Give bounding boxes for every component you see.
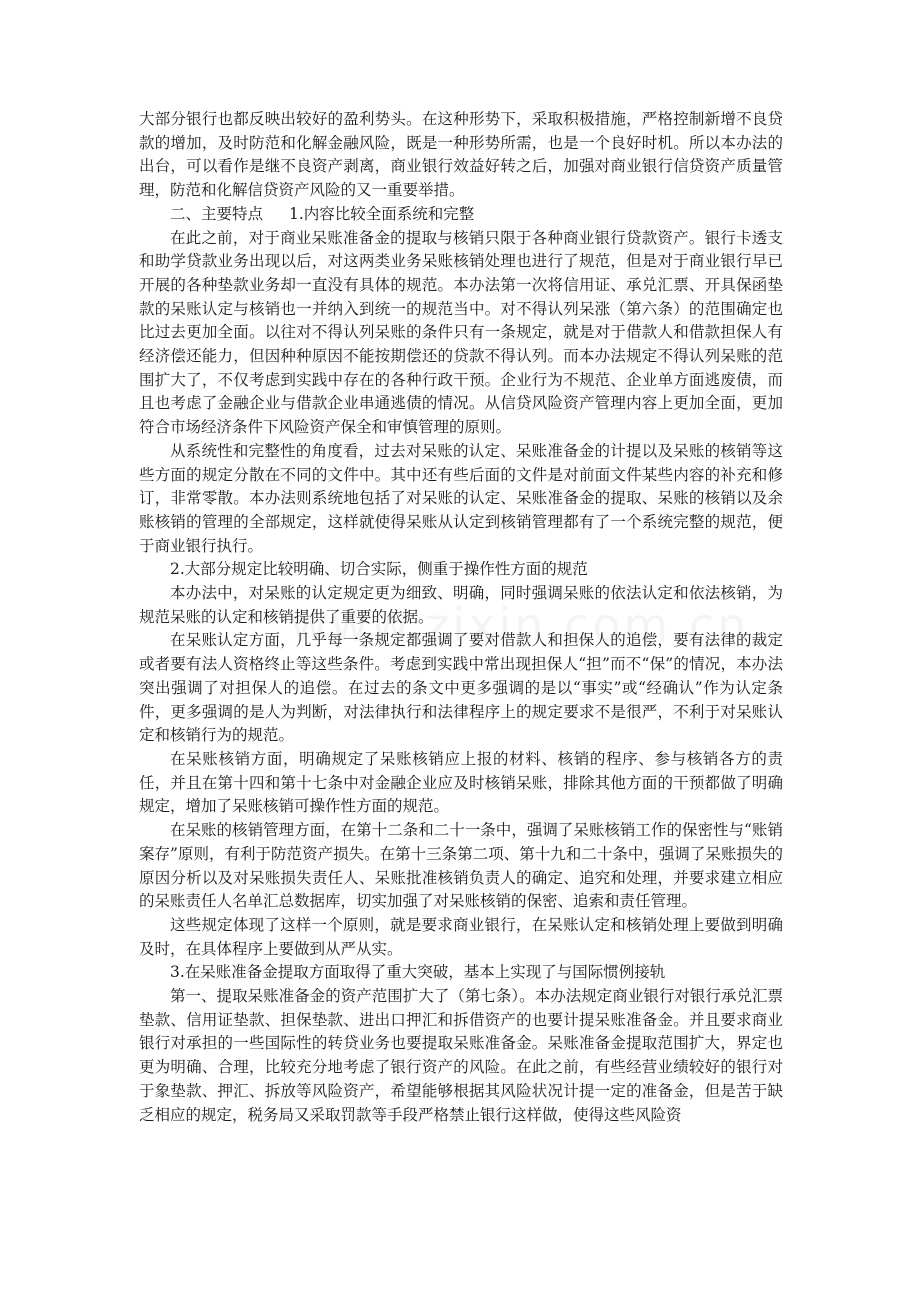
paragraph-principle: 这些规定体现了这样一个原则，就是要求商业银行，在呆账认定和核销处理上要做到明确及时，在具体程序上要做到从严从实。 (139, 915, 783, 958)
sub-heading-3: 3.在呆账准备金提取方面取得了重大突破，基本上实现了与国际惯例接轨 (170, 963, 666, 982)
sub-heading-1: 1.内容比较全面系统和完整 (289, 204, 475, 223)
paragraph-writeoff: 在呆账核销方面，明确规定了呆账核销应上报的材料、核销的程序、参与核销各方的责任，并且在第十四和第十七条中对金融企业应及时核销呆账，排除其他方面的干预都做了明确规定，增加了呆账核销可操作性方面的规范。 (139, 749, 783, 816)
paragraph-reserve-scope: 第一、提取呆账准备金的资产范围扩大了（第七条）。本办法规定商业银行对银行承兑汇票垫款、信用证垫款、担保垫款、进出口押汇和拆借资产的也要计提呆账准备金。并且要求商业银行对承担的一些国际性的转贷业务也要提取呆账准备金。呆账准备金提取范围扩大，界定也更为明确、合理，比较充分地考虑了银行资产的风险。在此之前，有些经营业绩较好的银行对于象垫款、押汇、拆放等风险资产，希望能够根据其风险状况计提一定的准备金，但是苦于缺乏相应的规定，税务局又采取罚款等手段严格禁止银行这样做，使得这些风险资 (139, 987, 783, 1124)
paragraph-systematic: 从系统性和完整性的角度看，过去对呆账的认定、呆账准备金的计提以及呆账的核销等这些方面的规定分散在不同的文件中。其中还有些后面的文件是对前面文件某些内容的补充和修订，非常零散。本办法则系统地包括了对呆账的认定、呆账准备金的提取、呆账的核销以及余账核销的管理的全部规定，这样就使得呆账从认定到核销管理都有了一个系统完整的规范，便于商业银行执行。 (139, 441, 783, 555)
sub-heading-2: 2.大部分规定比较明确、切合实际，侧重于操作性方面的规范 (170, 560, 588, 579)
section-heading: 二、主要特点 (170, 204, 264, 223)
paragraph-management: 在呆账的核销管理方面，在第十二条和二十一条中，强调了呆账核销工作的保密性与“账销案存”原则，有利于防范资产损失。在第十三条第二项、第十九和二十条中，强调了呆账损失的原因分析以及对呆账损失责任人、呆账批准核销负责人的确定、追究和处理，并要求建立相应的呆账责任人名单汇总数据库，切实加强了对呆账核销的保密、追索和责任管理。 (139, 821, 783, 911)
section-heading-line (139, 203, 783, 227)
paragraph-recognition: 在呆账认定方面，几乎每一条规定都强调了要对借款人和担保人的追偿，要有法律的裁定或者要有法人资格终止等这些条件。考虑到实践中常出现担保人“担”而不“保”的情况，本办法突出强调了对担保人的追偿。在过去的条文中更多强调的是以“事实”或“经确认”作为认定条件，更多强调的是人为判断，对法律执行和法律程序上的规定要求不是很严，不利于对呆账认定和核销行为的规范。 (139, 631, 783, 745)
document-body (139, 108, 783, 1127)
paragraph-scope: 在此之前，对于商业呆账准备金的提取与核销只限于各种商业银行贷款资产。银行卡透支和助学贷款业务出现以后，对这两类业务呆账核销处理也进行了规范，但是对于商业银行早已开展的各种垫款业务却一直没有具体的规范。本办法第一次将信用证、承兑汇票、开具保函垫款的呆账认定与核销也一并纳入到统一的规范当中。对不得认列呆涨（第六条）的范围确定也比过去更加全面。以往对不得认列呆账的条件只有一条规定，就是对于借款人和借款担保人有经济偿还能力，但因种种原因不能按期偿还的贷款不得认列。而本办法规定不得认列呆账的范围扩大了，不仅考虑到实践中存在的各种行政干预。企业行为不规范、企业单方面逃废债，而且也考虑了金融企业与借款企业串通逃债的情况。从信贷风险资产管理内容上更加全面，更加符合市场经济条件下风险资产保全和审慎管理的原则。 (139, 228, 783, 437)
paragraph-identification: 本办法中，对呆账的认定规定更为细致、明确，同时强调呆账的依法认定和依法核销，为规范呆账的认定和核销提供了重要的依据。 (139, 584, 783, 626)
paragraph-intro: 大部分银行也都反映出较好的盈利势头。在这种形势下，采取积极措施，严格控制新增不良贷款的增加，及时防范和化解金融风险，既是一种形势所需，也是一个良好时机。所以本办法的出台，可以看作是继不良资产剥离，商业银行效益好转之后，加强对商业银行信贷资产质量管理，防范和化解信贷资产风险的又一重要举措。 (139, 110, 783, 200)
